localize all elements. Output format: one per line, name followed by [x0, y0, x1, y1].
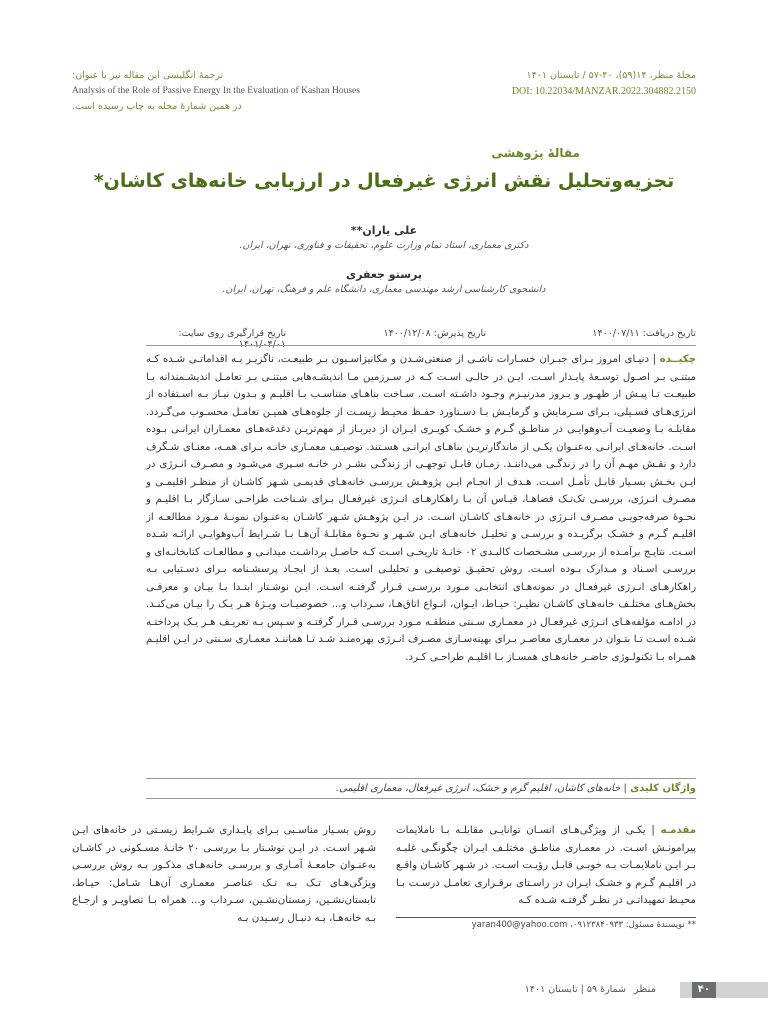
abstract-text: دنیـای امروز بـرای جبـران خسـارات ناشـی از صنعتی‌شـدن و مکانیزاسـیون بـر طبیعـت، ناگزیـر بـه اقداماتـی شـده کـه مبتنـی بـر اصـول توسـعۀ پایـدار اسـت. ایـن در حالـی اسـت کـه در سـرزمین مـا اندیشـه‌هایی مبتنـی بـر تعامـل اندیشـمندانه بـا طبیعـت تـا پیـش از ظهـور و بـروز مدرنیـزم وجـود داشـته اسـت. سـاخت بناهـای متناسـب بـا اقلیـم و بـدون نیـاز بـه اسـتفاده از انرژی‌هـای فسـیلی، بـرای سـرمایش و گرمایـش بـا دسـتاورد حفـظ محیـط زیسـت از جلوه‌هـای همیـن تعامـل محسـوب می‌گـردد. مقابلـه بـا وضعیـت آب‌وهوایـی در مناطـق گـرم و خشـک کویـری ایـران از دیربـاز از مهم‌تریـن دغدغه‌هـای معمـاران ایرانـی بـوده اسـت. خانه‌هـای ایرانـی به‌عنـوان یکـی از ماندگارتریـن بناهـای ایرانـی هسـتند. توصیـف معمـاری خانـه بـرای همـه، معنـای شـگرف دارد و نقـش مهـم آن را در زندگـی می‌داننـد. زمـان قابـل توجهـی از زندگـی بشـر در خانـه سـپری می‌شـود و مصـرف انـرژی در ایـن بخـش بسـیار قابـل تأمـل اسـت. هـدف از انجـام ایـن پژوهـش بررسـی خانه‌هـای قدیمـی شـهر کاشـان از منظـر اقلیمـی و مصـرف انـرژی، بررسـی تک‌تـک فضاهـا، قیـاس آن بـا راهکارهـای انـرژی غیرفعـال بـرای شـناخت طراحـی سـازگار بـا اقلیـم و نحـوۀ صرفه‌جویـی مصـرف انـرژی در خانه‌هـای کاشـان اسـت. در ایـن پژوهـش شـهر کاشـان به‌عنـوان نمونـۀ مـورد مطالعـه از اقلیـم گـرم و خشـک برگزیـده و بررسـی و تحلیـل خانه‌هـای ایـن شـهر و نحـوۀ مقابلـۀ آن‌هـا بـا شـرایط آب‌وهوایـی ارائـه شـده اسـت. نتایـج برآمـده از بررسـی مشـخصات کالبـدی ۰۲ خانـۀ تاریخـی اسـت کـه حاصـل برداشـت میدانـی و مطالعـات کتابخانـه‌ای و بررسـی اسـناد و مـدارک بـوده اسـت. روش تحقیـق توصیفـی و تحلیلـی اسـت. بعـد از ایجـاد پرسشـنامه بـرای دسـتیابی بـه راهکارهـای انـرژی غیرفعـال در نمونه‌هـای انتخابـی مـورد بررسـی قـرار گرفتـه اسـت. ایـن نوشـتار ابتـدا بـا بیـان و معرفـی بخش‌هـای مختلـف خانه‌هـای کاشـان نظیـر: حیـاط، ایـوان، انـواع اتاق‌هـا، سـرداب و... خصوصیـات ویـژۀ هـر یـک را بیـان می‌کنـد. در ادامـه مؤلفه‌هـای انـرژی غیرفعـال در معمـاری سـنتی منطقـه مـورد بررسـی قـرار گرفتـه و سـپس بـه تعریـف هـر یـک پرداختـه شـده اسـت تـا بتـوان در معمـاری معاصـر بـرای بهینه‌سـازی مصـرف انـرژی بهره‌منـد شـد تـا هماننـد معمـاری سـنتی در ایـن اقلیـم همـراه بـا تکنولـوژی حاضـر خانه‌هـای همسـاز بـا اقلیـم طراحـی کـرد. — [146, 354, 696, 663]
intro-right-text: یکـی از ویژگی‌هـای انسـان توانایـی مقابلـه بـا ناملایمات پیرامونـش اسـت. در معمـاری مناطـق مختلـف ایـران چگونگـی غلبـه بـر ایـن ناملایمـات بـه خوبـی قابـل رؤیـت اسـت. در شـهر کاشـان واقـع در اقلیـم گـرم و خشـک ایـران در راسـتای برقـراری تعامـل درسـت بـا محیـط تمهیداتـی در نظـر گرفتـه شـده کـه — [396, 825, 696, 906]
date-published: تاریخ قرارگیری روی سایت: ۱۴۰۱/۰۴/۰۱ — [178, 328, 286, 350]
author-1 — [150, 224, 618, 251]
intro-right-column — [396, 822, 696, 910]
date-received: تاریخ دریافت: ۱۴۰۰/۰۷/۱۱ — [592, 328, 696, 339]
intro-left-column — [72, 822, 376, 927]
page-number: ۴۰ — [692, 982, 716, 998]
page-footer — [0, 982, 768, 998]
journal-citation-block — [376, 68, 696, 101]
intro-sep: | — [645, 825, 655, 836]
abstract-sep: | — [649, 354, 657, 365]
date-accepted: تاریخ پذیرش: ۱۴۰۰/۱۲/۰۸ — [383, 328, 486, 339]
abstract-label: چکیــده — [659, 354, 696, 365]
intro-left-text: روش بسـیار مناسـبی بـرای پایـداری شـرایط زیسـتی در خانه‌های ایـن شـهر اسـت. در ایـن نوشـتار بـا بررسـی ۲۰ خانـۀ مسـکونی در کاشـان به‌عنـوان جامعـۀ آمـاری و بررسـی خانه‌هـای مذکـور بـه روش بررسـی ویژگی‌هـای تـک بـه تـک عناصـر معمـاری آن‌هـا شـامل: حیـاط، تابستان‌نشـین، زمستان‌نشـین، سـرداب و... همراه بـا تصاویـر و ارجـاع بـه خانه‌هـا، بـه دنبـال رسـیدن بـه — [72, 825, 376, 924]
corresponding-author-footnote: ** نویسندۀ مسئول: ۰۹۱۲۳۸۴۰۹۳۳، yaran400@yahoo.com — [396, 917, 696, 930]
dates-row — [146, 328, 696, 350]
translation-note-block — [72, 68, 402, 115]
issue-info: شمارۀ ۵۹ | تابستان ۱۴۰۱ — [524, 984, 626, 995]
intro-label: مقدمـه — [660, 825, 697, 836]
author-affiliation: دانشجوی کارشناسی ارشد مهندسی معماری، دانشگاه علم و فرهنگ، تهران، ایران. — [222, 284, 546, 295]
english-title: Analysis of the Role of Passive Energy In the Evaluation of Kashan Houses — [72, 86, 360, 96]
journal-logo: منظر — [633, 984, 656, 995]
article-title: تجزیه‌وتحلیل نقش انرژی غیرفعال در ارزیابی خانه‌های کاشان* — [93, 170, 675, 192]
author-affiliation: دکتری معماری، استاد تمام وزارت علوم، تحقیقات و فناوری، تهران، ایران. — [239, 240, 529, 251]
article-type: مقالۀ پژوهشی — [491, 146, 580, 160]
author-2 — [150, 268, 618, 295]
keywords-text: خانه‌های کاشان، اقلیم گرم و خشک، انرژی غیرفعال، معماری اقلیمی. — [335, 783, 621, 794]
author-name: پرستو جعفری — [346, 268, 422, 281]
keywords-label: واژگان کلیدی — [630, 783, 696, 794]
translation-note: ترجمۀ انگلیسی این مقاله نیز با عنوان: — [72, 70, 224, 81]
published-note: در همین شمارۀ مجله به چاپ رسیده است. — [72, 101, 242, 112]
author-name: علی یاران** — [350, 224, 418, 237]
abstract — [146, 345, 696, 666]
keywords — [146, 778, 696, 799]
journal-citation: مجلۀ منظر، ۱۴(۵۹)، ۴۰-۵۷ / تابستان ۱۴۰۱ — [526, 70, 696, 81]
keywords-sep: | — [620, 783, 627, 794]
doi-link[interactable]: DOI: 10.22034/MANZAR.2022.304882.2150 — [511, 86, 696, 97]
